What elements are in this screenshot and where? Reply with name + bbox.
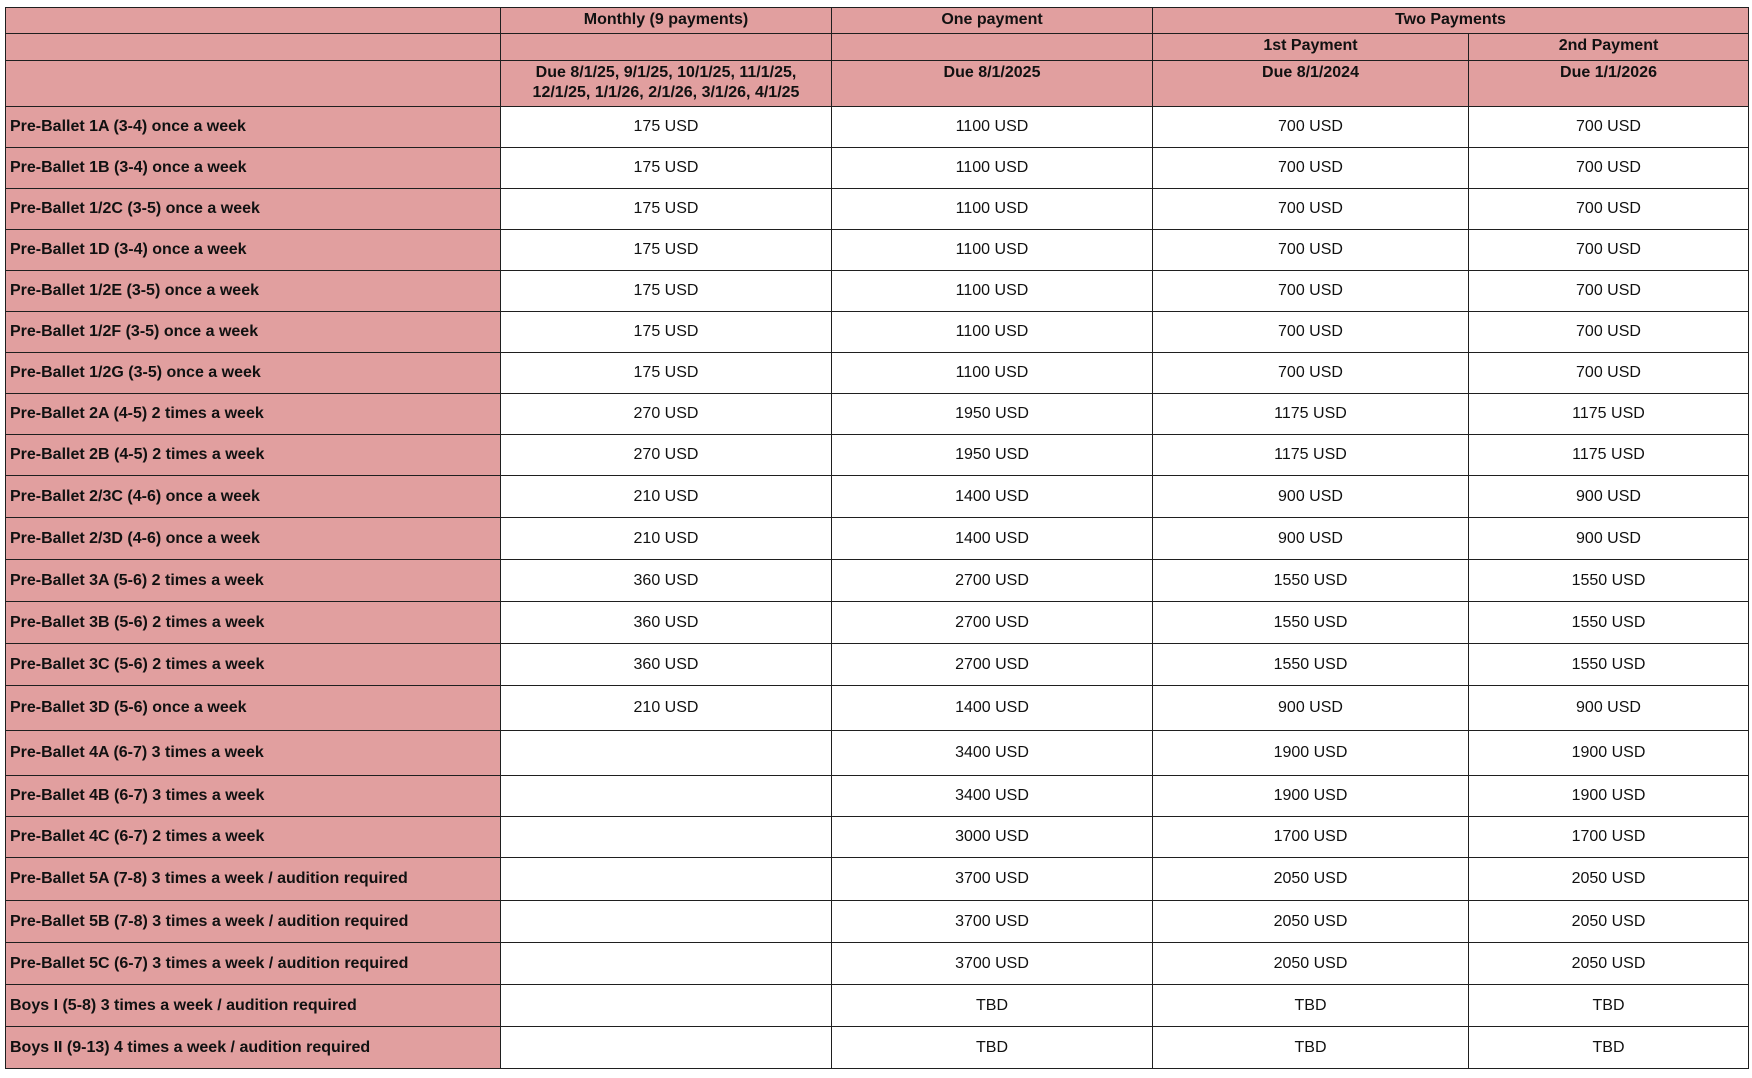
one-payment-cell: 1400 USD [832, 686, 1153, 731]
second-payment-cell: 900 USD [1469, 518, 1749, 560]
tuition-table [5, 7, 1749, 1069]
row-label: Pre-Ballet 2B (4-5) 2 times a week [6, 435, 501, 476]
one-payment-cell: 1950 USD [832, 435, 1153, 476]
row-label: Pre-Ballet 1A (3-4) once a week [6, 107, 501, 148]
monthly-cell: 175 USD [501, 148, 832, 189]
monthly-cell: 175 USD [501, 312, 832, 353]
table-row [6, 985, 1749, 1027]
second-payment-cell: 700 USD [1469, 230, 1749, 271]
monthly-cell: 210 USD [501, 476, 832, 518]
row-label: Pre-Ballet 5A (7-8) 3 times a week / audition required [6, 858, 501, 901]
first-payment-cell: 700 USD [1153, 148, 1469, 189]
row-label: Pre-Ballet 4A (6-7) 3 times a week [6, 731, 501, 776]
one-payment-cell: 3700 USD [832, 901, 1153, 943]
first-payment-cell: 700 USD [1153, 353, 1469, 394]
monthly-cell: 360 USD [501, 644, 832, 686]
first-payment-cell: 700 USD [1153, 230, 1469, 271]
one-payment-cell: TBD [832, 985, 1153, 1027]
header-blank-cell [6, 8, 501, 34]
monthly-cell: 210 USD [501, 686, 832, 731]
monthly-cell [501, 858, 832, 901]
header-blank-cell [832, 34, 1153, 61]
row-label: Pre-Ballet 1B (3-4) once a week [6, 148, 501, 189]
one-payment-cell: 1400 USD [832, 518, 1153, 560]
monthly-cell: 270 USD [501, 394, 832, 435]
one-payment-cell: 1100 USD [832, 271, 1153, 312]
monthly-cell [501, 901, 832, 943]
monthly-cell: 175 USD [501, 189, 832, 230]
second-payment-cell: 1900 USD [1469, 776, 1749, 817]
first-payment-cell: 1550 USD [1153, 560, 1469, 602]
table-row [6, 148, 1749, 189]
row-label: Pre-Ballet 4C (6-7) 2 times a week [6, 817, 501, 858]
second-payment-cell: TBD [1469, 985, 1749, 1027]
header-one-payment: One payment [832, 8, 1153, 34]
table-row [6, 435, 1749, 476]
first-payment-cell: TBD [1153, 985, 1469, 1027]
row-label: Pre-Ballet 3A (5-6) 2 times a week [6, 560, 501, 602]
monthly-cell: 175 USD [501, 271, 832, 312]
first-payment-cell: 700 USD [1153, 107, 1469, 148]
table-row [6, 817, 1749, 858]
second-payment-cell: 2050 USD [1469, 943, 1749, 985]
one-payment-cell: 3400 USD [832, 731, 1153, 776]
first-payment-cell: 700 USD [1153, 312, 1469, 353]
header-monthly: Monthly (9 payments) [501, 8, 832, 34]
row-label: Pre-Ballet 5B (7-8) 3 times a week / audition required [6, 901, 501, 943]
one-payment-cell: 1100 USD [832, 107, 1153, 148]
second-payment-cell: 1700 USD [1469, 817, 1749, 858]
monthly-cell: 210 USD [501, 518, 832, 560]
table-row [6, 602, 1749, 644]
monthly-cell: 360 USD [501, 560, 832, 602]
due-monthly: Due 8/1/25, 9/1/25, 10/1/25, 11/1/25, 12/1/25, 1/1/26, 2/1/26, 3/1/26, 4/1/25 [501, 61, 832, 107]
row-label: Pre-Ballet 3C (5-6) 2 times a week [6, 644, 501, 686]
row-label: Boys II (9-13) 4 times a week / audition required [6, 1027, 501, 1069]
second-payment-cell: 700 USD [1469, 312, 1749, 353]
one-payment-cell: 3000 USD [832, 817, 1153, 858]
one-payment-cell: 2700 USD [832, 602, 1153, 644]
table-row [6, 394, 1749, 435]
monthly-cell [501, 731, 832, 776]
table-row [6, 1027, 1749, 1069]
first-payment-cell: 700 USD [1153, 271, 1469, 312]
second-payment-cell: 1175 USD [1469, 394, 1749, 435]
header-row-1 [6, 8, 1749, 34]
one-payment-cell: 1100 USD [832, 148, 1153, 189]
first-payment-cell: 1175 USD [1153, 394, 1469, 435]
one-payment-cell: 2700 USD [832, 644, 1153, 686]
first-payment-cell: 2050 USD [1153, 858, 1469, 901]
header-first-payment: 1st Payment [1153, 34, 1469, 61]
one-payment-cell: 2700 USD [832, 560, 1153, 602]
monthly-cell: 175 USD [501, 353, 832, 394]
monthly-cell: 270 USD [501, 435, 832, 476]
table-row [6, 230, 1749, 271]
row-label: Pre-Ballet 5C (6-7) 3 times a week / audition required [6, 943, 501, 985]
monthly-cell: 175 USD [501, 107, 832, 148]
table-row [6, 686, 1749, 731]
first-payment-cell: 1700 USD [1153, 817, 1469, 858]
one-payment-cell: 3700 USD [832, 858, 1153, 901]
row-label: Pre-Ballet 1/2E (3-5) once a week [6, 271, 501, 312]
table-row [6, 943, 1749, 985]
first-payment-cell: 1900 USD [1153, 776, 1469, 817]
table-row [6, 858, 1749, 901]
second-payment-cell: 1550 USD [1469, 602, 1749, 644]
second-payment-cell: 700 USD [1469, 353, 1749, 394]
monthly-cell [501, 943, 832, 985]
row-label: Pre-Ballet 4B (6-7) 3 times a week [6, 776, 501, 817]
one-payment-cell: 3700 USD [832, 943, 1153, 985]
row-label: Boys I (5-8) 3 times a week / audition required [6, 985, 501, 1027]
second-payment-cell: 2050 USD [1469, 858, 1749, 901]
header-second-payment: 2nd Payment [1469, 34, 1749, 61]
second-payment-cell: 900 USD [1469, 476, 1749, 518]
second-payment-cell: 700 USD [1469, 189, 1749, 230]
second-payment-cell: 1900 USD [1469, 731, 1749, 776]
row-label: Pre-Ballet 3B (5-6) 2 times a week [6, 602, 501, 644]
second-payment-cell: 700 USD [1469, 148, 1749, 189]
first-payment-cell: 700 USD [1153, 189, 1469, 230]
one-payment-cell: 1400 USD [832, 476, 1153, 518]
table-row [6, 731, 1749, 776]
header-two-payments: Two Payments [1153, 8, 1749, 34]
table-row [6, 312, 1749, 353]
table-row [6, 644, 1749, 686]
row-label: Pre-Ballet 1D (3-4) once a week [6, 230, 501, 271]
monthly-cell [501, 817, 832, 858]
row-label: Pre-Ballet 1/2C (3-5) once a week [6, 189, 501, 230]
second-payment-cell: 900 USD [1469, 686, 1749, 731]
due-second-payment: Due 1/1/2026 [1469, 61, 1749, 107]
row-label: Pre-Ballet 2/3D (4-6) once a week [6, 518, 501, 560]
second-payment-cell: 1550 USD [1469, 560, 1749, 602]
second-payment-cell: 1175 USD [1469, 435, 1749, 476]
one-payment-cell: 1100 USD [832, 312, 1153, 353]
header-row-3 [6, 61, 1749, 107]
second-payment-cell: 700 USD [1469, 107, 1749, 148]
one-payment-cell: TBD [832, 1027, 1153, 1069]
header-blank-cell [6, 61, 501, 107]
first-payment-cell: 1550 USD [1153, 644, 1469, 686]
header-blank-cell [6, 34, 501, 61]
table-row [6, 560, 1749, 602]
table-row [6, 518, 1749, 560]
table-row [6, 353, 1749, 394]
first-payment-cell: 900 USD [1153, 518, 1469, 560]
monthly-cell [501, 1027, 832, 1069]
table-row [6, 476, 1749, 518]
first-payment-cell: 900 USD [1153, 686, 1469, 731]
row-label: Pre-Ballet 3D (5-6) once a week [6, 686, 501, 731]
table-row [6, 776, 1749, 817]
monthly-cell: 175 USD [501, 230, 832, 271]
first-payment-cell: 900 USD [1153, 476, 1469, 518]
row-label: Pre-Ballet 2/3C (4-6) once a week [6, 476, 501, 518]
second-payment-cell: 2050 USD [1469, 901, 1749, 943]
due-one-payment: Due 8/1/2025 [832, 61, 1153, 107]
first-payment-cell: 1175 USD [1153, 435, 1469, 476]
table-row [6, 189, 1749, 230]
row-label: Pre-Ballet 1/2F (3-5) once a week [6, 312, 501, 353]
table-row [6, 271, 1749, 312]
one-payment-cell: 3400 USD [832, 776, 1153, 817]
one-payment-cell: 1100 USD [832, 189, 1153, 230]
second-payment-cell: 700 USD [1469, 271, 1749, 312]
first-payment-cell: TBD [1153, 1027, 1469, 1069]
monthly-cell [501, 985, 832, 1027]
monthly-cell: 360 USD [501, 602, 832, 644]
header-blank-cell [501, 34, 832, 61]
due-first-payment: Due 8/1/2024 [1153, 61, 1469, 107]
one-payment-cell: 1950 USD [832, 394, 1153, 435]
row-label: Pre-Ballet 2A (4-5) 2 times a week [6, 394, 501, 435]
table-row [6, 107, 1749, 148]
one-payment-cell: 1100 USD [832, 230, 1153, 271]
second-payment-cell: 1550 USD [1469, 644, 1749, 686]
first-payment-cell: 1550 USD [1153, 602, 1469, 644]
second-payment-cell: TBD [1469, 1027, 1749, 1069]
row-label: Pre-Ballet 1/2G (3-5) once a week [6, 353, 501, 394]
header-row-2 [6, 34, 1749, 61]
monthly-cell [501, 776, 832, 817]
first-payment-cell: 2050 USD [1153, 943, 1469, 985]
one-payment-cell: 1100 USD [832, 353, 1153, 394]
first-payment-cell: 1900 USD [1153, 731, 1469, 776]
table-row [6, 901, 1749, 943]
first-payment-cell: 2050 USD [1153, 901, 1469, 943]
